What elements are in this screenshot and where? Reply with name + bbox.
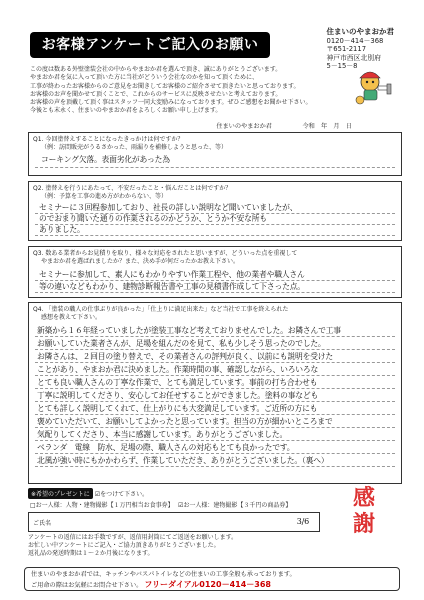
answer-line <box>35 466 395 467</box>
answer-line <box>35 224 395 225</box>
kansha-char: 謝 <box>352 511 375 537</box>
q4-answer-line[interactable]: 丁寧に説明してくださり、安心してお任せすることができました。塗料の事なども <box>37 391 319 400</box>
company-name: 住まいのやまおか君 <box>326 27 394 36</box>
answer-line <box>35 414 395 415</box>
answer-line <box>35 349 395 350</box>
q4-question-cont: 感想を教えて下さい。 <box>41 314 102 321</box>
intro-text <box>30 66 350 116</box>
name-box <box>28 512 320 532</box>
q4-box <box>28 302 402 484</box>
q2-hint: （例：予算を工事の進め方がわからない、等） <box>41 193 168 200</box>
q4-answer-line[interactable]: 褒めていただいて、お願いしてよかったと思っています。担当の方が細かいところまで <box>37 417 333 426</box>
q4-question: Q4. 「塗装の職人の仕事ぶりが良かった」「仕上りに満足出来た」など当社で工事を終えられた <box>33 306 289 313</box>
answer-line <box>35 453 395 454</box>
q1-answer[interactable]: コーキング欠落。表面劣化があった為 <box>41 155 170 164</box>
answer-line <box>35 292 395 293</box>
page-title: お客様アンケートご記入のお願い <box>30 32 270 58</box>
q4-answer-line[interactable]: お隣さんは、２回目の塗り替えで、その業者さんの評判が良く、以前にも説明を受けた <box>37 352 333 361</box>
footnote-line: アンケートの返信にはお手数ですが、返信用封筒にてご返送をお願いします。 <box>28 534 238 541</box>
q3-question: Q3. 数ある業者からお見積りを取り、様々な対応をされたと思いますが、どういった点を重視して <box>33 250 298 257</box>
present-check-label: ☑をつけて下さい。 <box>94 491 149 498</box>
intro-line: お客様のお声を聞かせて頂くことで、これからのサービスに反映させたいと考えております。 <box>30 90 282 98</box>
name-label: ご氏名 <box>33 520 52 527</box>
present-label: ※希望のプレゼントに <box>28 488 93 499</box>
present-option-2[interactable]: ☑お一人様：建物撮影【３千円の商品券】 <box>178 502 292 509</box>
company-signature: 住まいのやまおか君 <box>216 123 272 130</box>
intro-line: この度は数ある外壁塗装会社の中からやまおか君を選んで頂き、誠にありがとうございます。 <box>30 66 282 73</box>
q1-hint: （例：訪問販売がうるさかった、雨漏りを補修しようと思った、等） <box>41 144 228 151</box>
footer-box <box>24 567 400 591</box>
footer-phone[interactable]: フリーダイアル0120－414－368 <box>144 580 271 589</box>
answer-line <box>35 362 395 363</box>
company-info <box>327 28 395 71</box>
footer-line-2 <box>31 580 393 591</box>
q3-answer-line[interactable]: 等の違いなどもわかり、建物診断報告書や工事の見積書作成して下さった点。 <box>39 282 305 291</box>
answer-line <box>35 427 395 428</box>
intro-line: お客様の声を頂戴して頂く事はスタッフ一同大変励みになっております。ぜひご感想をお聞かせ下さい。 <box>30 99 312 107</box>
q3-box <box>28 246 402 298</box>
footer-line-1: 住まいのやまおか君では、キッチンやバスパトイレなどの住まいの工事全般も承っております。 <box>31 571 296 578</box>
date-line: 令和 年 月 日 <box>302 123 352 130</box>
q3-answer-line[interactable]: セミナーに参加して、素人にもわかりやすい作業工程や、他の業者や職人さん <box>39 270 305 279</box>
answer-line <box>35 336 395 337</box>
kansha-stamp <box>344 485 384 537</box>
answer-line <box>35 167 395 168</box>
company-number: 5－15－8 <box>326 62 358 70</box>
q2-answer-line[interactable]: のでおまり聞いた通りの作業されるのかどうか、とうか不安な所も <box>39 214 267 223</box>
q4-answer-line[interactable]: 北風が強い時にもかかわらず、作業していただき、ありがとうございました。（裏へ） <box>37 456 329 465</box>
q4-answer-line[interactable]: ことがあり、やまおか君に決めました。作業時間の事、確認しながら、いろいろな <box>37 365 319 374</box>
present-section <box>28 488 148 499</box>
q4-answer-line[interactable]: お願いしていた業者さんが、足場を組んだのを見て、私も少しそう思ったのでした。 <box>37 339 326 348</box>
q2-answer-line[interactable]: セミナーに３回程参加しており、社長の詳しい説明など聞いていましたが、 <box>39 203 298 212</box>
footer-prefix: ご用命の際はお気軽にお問合せ下さい。 <box>31 582 143 589</box>
answer-line <box>35 401 395 402</box>
answer-line <box>35 235 395 236</box>
mascot-image <box>350 66 396 106</box>
intro-line: 工事が終わったお客様からのご意見をお聞きしてお客様のご紹介させて頂きたいと思っております。 <box>30 82 300 90</box>
intro-line: やまおか君を気に入って頂いた方に当社がどういう会社なのかを知って頂くために、 <box>30 74 259 82</box>
answer-line <box>35 375 395 376</box>
q4-answer-line[interactable]: 気配りしてくださり、本当に感謝しています。ありがとうございました。 <box>37 430 288 439</box>
present-option-1[interactable]: □お一人様：人物・建物撮影【１万円相当お食事券】 <box>30 502 174 509</box>
answer-line <box>35 440 395 441</box>
q4-answer-line[interactable]: とても詳しく説明してくれて、仕上がりにも大変満足しています。ご近所の方にも <box>37 404 318 413</box>
kansha-char: 感 <box>352 485 375 511</box>
q2-answer-line[interactable]: ありました。 <box>39 225 85 234</box>
q2-box <box>28 181 402 241</box>
q2-question: Q2. 塗替えを行うにあたって、不安だったこと・悩んだことは何ですか？ <box>33 185 232 192</box>
date-field[interactable]: 3/6 <box>296 517 309 526</box>
q4-answer-line[interactable]: 新築から１６年経っていましたが塗装工事など考えておりませんでした。お隣さんで工事 <box>37 326 341 335</box>
answer-line <box>35 388 395 389</box>
footnote <box>28 534 338 558</box>
q1-box <box>28 132 402 176</box>
footnote-line: お忙しい中アンケートにご記入・ご協力頂きありがとうございました。 <box>28 542 220 549</box>
company-postal: 〒651-2117 <box>326 45 367 53</box>
q3-question-cont: やまおか君を選ばれましたか？また、決め手が何だったかお教え下さい。 <box>41 258 240 265</box>
q4-answer-line[interactable]: とても良い職人さんの丁寧な作業で、とても満足しています。事前の打ち合わせも <box>37 378 318 387</box>
footnote-line: 返礼品の発送時期は１～２か月後になります。 <box>28 550 154 557</box>
intro-line: 今後とも末永く、住まいのやまおか君をよろしくお願い申し上げます。 <box>30 107 222 115</box>
q1-question: Q1. 今回塗替えすることになったきっかけは何ですか？ <box>33 136 184 143</box>
company-phone: 0120－414－368 <box>326 36 384 45</box>
company-address: 神戸市西区北別府 <box>326 53 381 62</box>
q4-answer-line[interactable]: ベランダ 電線 防水、足場の際、職人さんの対応もとても良かったです。 <box>37 443 295 452</box>
